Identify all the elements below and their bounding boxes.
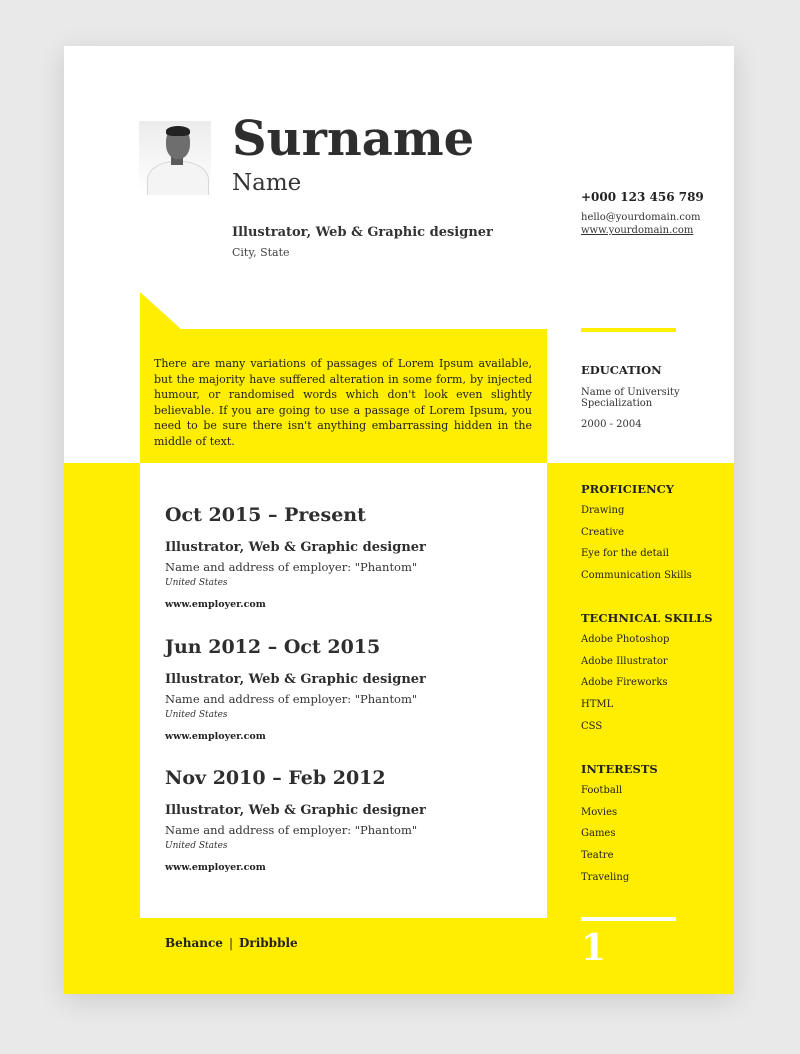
experience-website[interactable]: www.employer.com bbox=[165, 862, 266, 873]
experience-entry bbox=[165, 636, 545, 742]
university-name: Name of University bbox=[581, 387, 680, 398]
experience-employer: Name and address of employer: "Phantom" bbox=[165, 692, 418, 706]
surname-heading: Surname bbox=[232, 111, 475, 167]
experience-country: United States bbox=[165, 578, 228, 588]
list-item: Adobe Illustrator bbox=[581, 655, 668, 667]
experience-website[interactable]: www.employer.com bbox=[165, 599, 266, 610]
profile-photo bbox=[139, 121, 211, 195]
list-item: Adobe Fireworks bbox=[581, 677, 668, 689]
education-years: 2000 - 2004 bbox=[581, 419, 642, 430]
phone-number: +000 123 456 789 bbox=[581, 190, 704, 204]
proficiency-list bbox=[581, 505, 692, 592]
email-address[interactable]: hello@yourdomain.com bbox=[581, 212, 701, 223]
page-number-divider bbox=[581, 917, 676, 921]
experience-employer: Name and address of employer: "Phantom" bbox=[165, 823, 418, 837]
experience-period: Oct 2015 – Present bbox=[165, 504, 366, 526]
list-item: Movies bbox=[581, 806, 618, 818]
behance-link[interactable]: Behance bbox=[165, 936, 223, 950]
experience-employer: Name and address of employer: "Phantom" bbox=[165, 560, 418, 574]
specialization: Specialization bbox=[581, 398, 653, 409]
interests-heading: INTERESTS bbox=[581, 762, 658, 776]
job-title: Illustrator, Web & Graphic designer bbox=[232, 225, 493, 240]
page-number: 1 bbox=[581, 927, 607, 969]
experience-period: Jun 2012 – Oct 2015 bbox=[165, 636, 381, 658]
list-item: Drawing bbox=[581, 505, 625, 516]
technical-skills-list bbox=[581, 634, 669, 742]
proficiency-heading: PROFICIENCY bbox=[581, 482, 674, 496]
experience-country: United States bbox=[165, 841, 228, 851]
list-item: Communication Skills bbox=[581, 570, 692, 582]
experience-entry bbox=[165, 767, 545, 873]
experience-period: Nov 2010 – Feb 2012 bbox=[165, 767, 386, 789]
list-item: Football bbox=[581, 785, 623, 796]
education-divider bbox=[581, 328, 676, 332]
location: City, State bbox=[232, 246, 290, 259]
list-item: Teatre bbox=[581, 850, 614, 862]
website-link[interactable]: www.yourdomain.com bbox=[581, 225, 694, 236]
list-item: Eye for the detail bbox=[581, 548, 669, 560]
technical-skills-heading: TECHNICAL SKILLS bbox=[581, 611, 713, 625]
list-item: Creative bbox=[581, 526, 625, 538]
resume-page bbox=[64, 46, 734, 994]
experience-country: United States bbox=[165, 710, 228, 720]
experience-entry bbox=[165, 504, 545, 610]
interests-list bbox=[581, 785, 629, 893]
list-item: Traveling bbox=[581, 871, 630, 883]
list-item: Games bbox=[581, 828, 616, 840]
link-separator: | bbox=[228, 936, 233, 950]
experience-role: Illustrator, Web & Graphic designer bbox=[165, 803, 426, 818]
list-item: CSS bbox=[581, 720, 603, 732]
experience-website[interactable]: www.employer.com bbox=[165, 731, 266, 742]
education-heading: EDUCATION bbox=[581, 363, 662, 377]
list-item: Adobe Photoshop bbox=[581, 634, 670, 645]
summary-text: There are many variations of passages of Lorem Ipsum available, but the majority have suffered alteration in some form, by injected humour, or randomised words which don't look even slightly believable. If you are going to use a passage of Lorem Ipsum, you need to be sure there isn't anything embarrassing hidden in the middle of text. bbox=[154, 357, 532, 448]
experience-role: Illustrator, Web & Graphic designer bbox=[165, 672, 426, 687]
list-item: HTML bbox=[581, 699, 614, 711]
first-name: Name bbox=[232, 170, 302, 196]
dribbble-link[interactable]: Dribbble bbox=[239, 936, 298, 950]
summary-tab-shape bbox=[140, 292, 182, 330]
social-links bbox=[165, 936, 298, 950]
experience-role: Illustrator, Web & Graphic designer bbox=[165, 540, 426, 555]
